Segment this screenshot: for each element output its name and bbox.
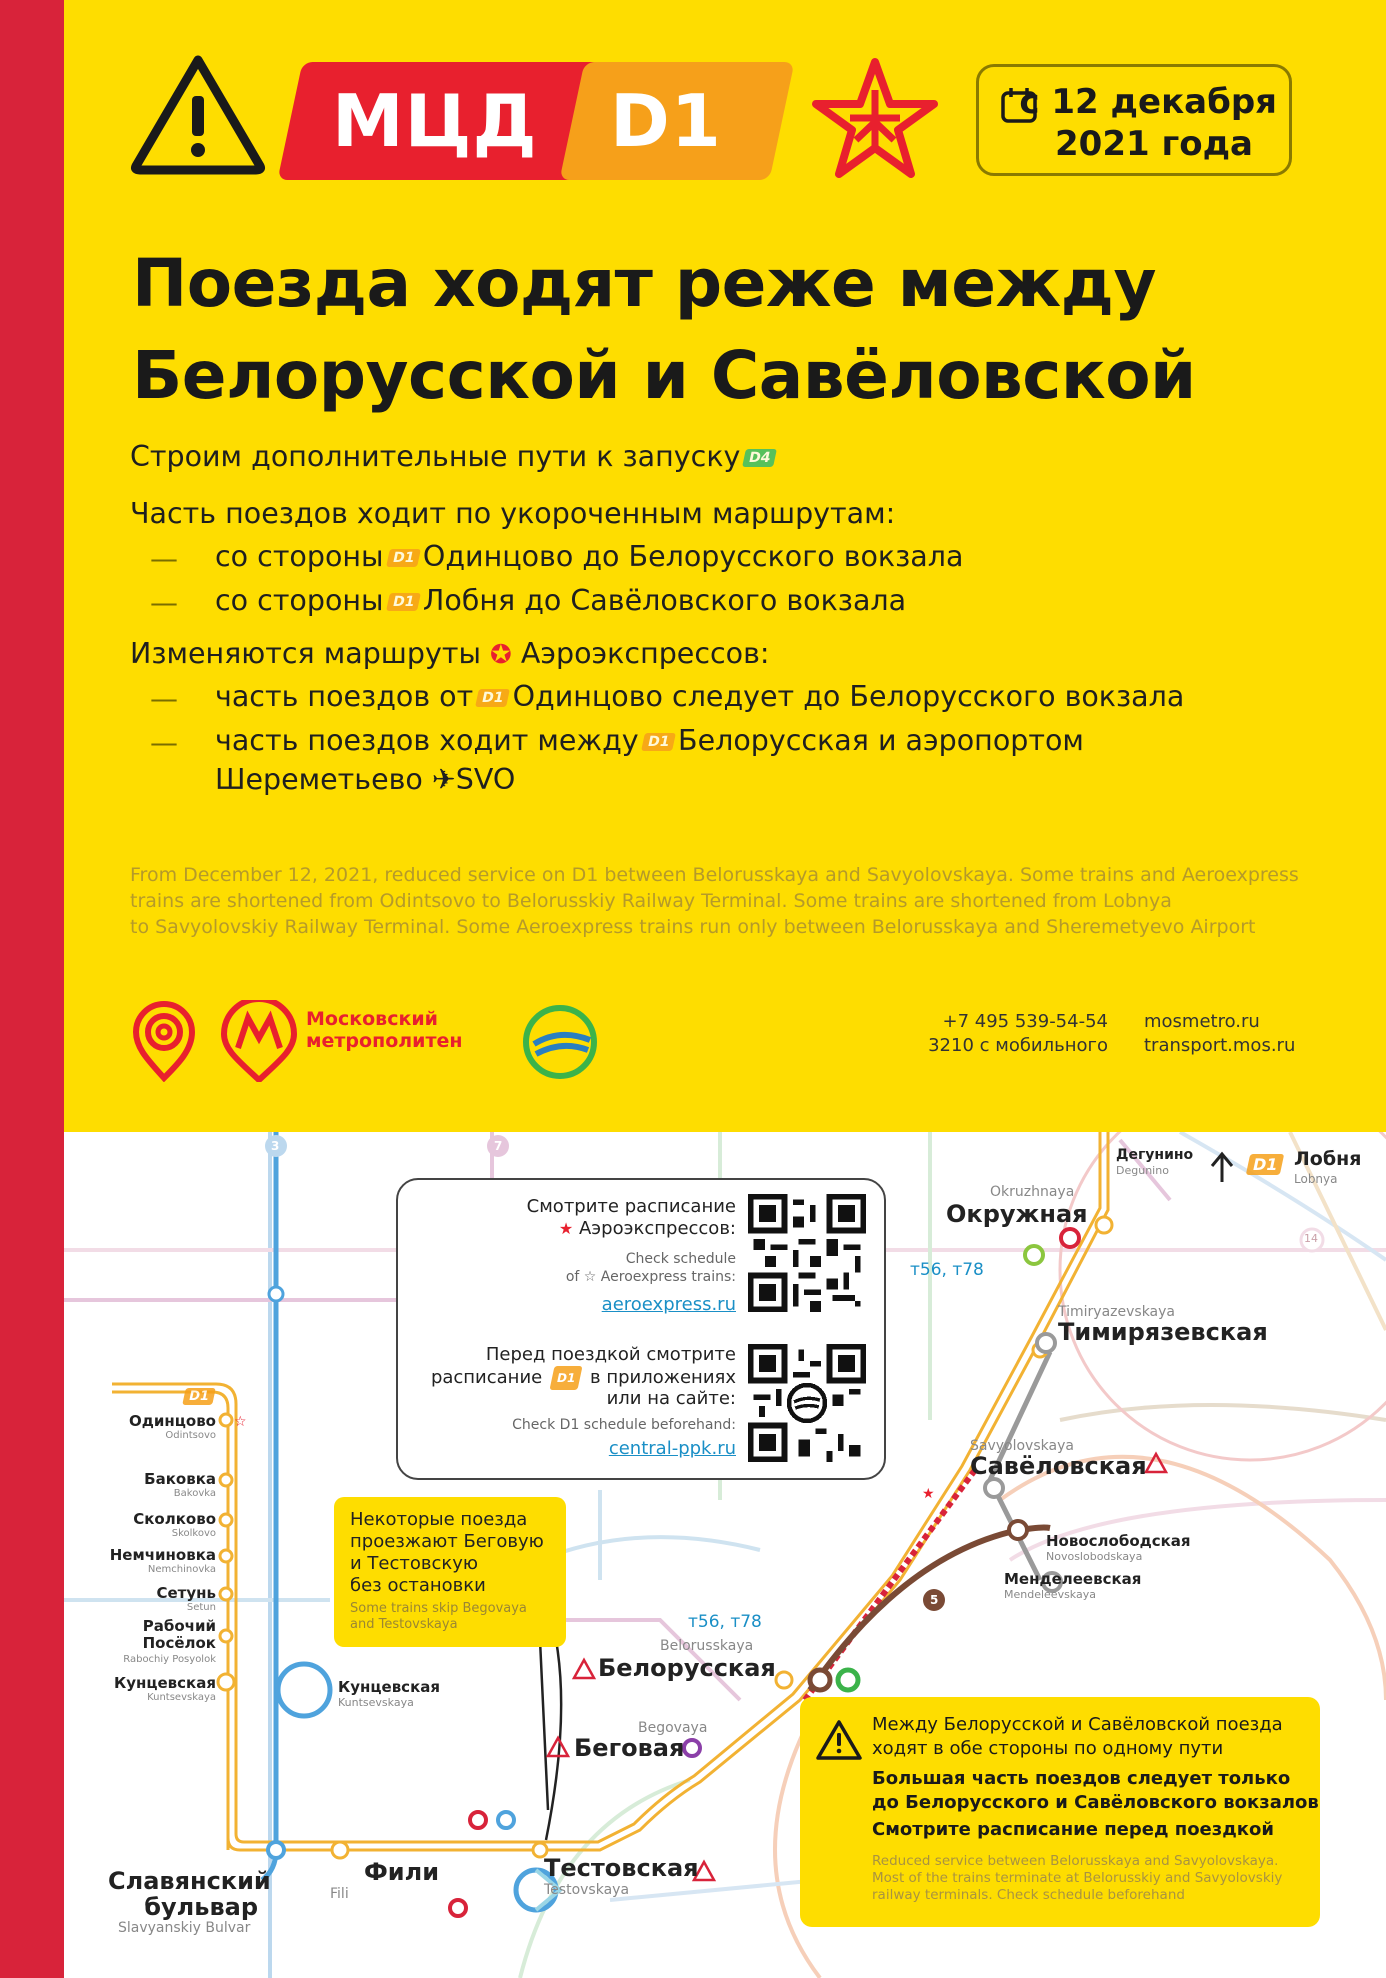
station-degunino: Дегунино (1116, 1147, 1194, 1163)
station-nemchinovka: Немчиновка (109, 1546, 216, 1564)
aeroexpress-qr-code[interactable] (748, 1194, 866, 1312)
line-14-badge: 14 (1304, 1232, 1318, 1245)
transport-link[interactable]: transport.mos.ru (1144, 1035, 1296, 1056)
mcd-d1-logo: МЦД D1 (290, 62, 800, 180)
bullet-lobnya: со стороны D1 Лобня до Савёловского вокзала (215, 584, 907, 617)
station-testovskaya: Тестовская (544, 1854, 699, 1882)
plane-icon: ✈ (431, 763, 456, 796)
aeroexpress-star-icon (810, 56, 940, 182)
bullet-odintsovo: со стороны D1 Одинцово до Белорусского вокзала (215, 540, 964, 573)
single-track-note: Между Белорусской и Савёловской поезда ходят в обе стороны по одному пути Большая часть поездов следует только до Белорусского и Савёловского вокзалов Смотрите расписание перед поездкой Reduced service between Belorusskaya and Savyolovskaya. Most of the trains terminate at Belorusskiy and Savyolovskiy railway terminals. Check schedule beforehand (800, 1697, 1320, 1927)
station-skolkovo: Сколково (133, 1510, 216, 1528)
aeroexpress-link[interactable]: aeroexpress.ru (601, 1294, 736, 1315)
line-7-badge: 7 (494, 1139, 503, 1153)
paragraph-construction: Строим дополнительные пути к запуску D4 (130, 440, 780, 473)
moscow-transport-logo (128, 1000, 200, 1082)
station-kuntsevskaya: Кунцевская (113, 1674, 216, 1692)
bus-routes-belorusskaya: т56, т78 (688, 1612, 762, 1632)
bullet-aero-odintsovo: часть поездов от D1 Одинцово следует до Белорусского вокзала (215, 680, 1185, 713)
station-mendeleevskaya: Менделеевская (1004, 1570, 1142, 1588)
left-red-stripe (0, 0, 64, 1978)
station-kuntsevskaya-metro: Кунцевская (338, 1678, 441, 1696)
svg-text:★: ★ (922, 1486, 935, 1502)
aeroexpress-logo (520, 1002, 600, 1082)
date-line2: 2021 года (1055, 124, 1253, 164)
metro-name: Московский метрополитен (306, 1008, 463, 1052)
svg-text:☆: ☆ (234, 1414, 247, 1430)
bullet-aero-sheremetyevo: часть поездов ходит между D1 Белорусская и аэропортом (215, 724, 1084, 757)
web-contacts (1144, 1010, 1295, 1058)
bus-routes-top: т56, т78 (910, 1260, 984, 1280)
station-slavyanskiy-bulvar: Славянский бульвар (108, 1867, 271, 1921)
station-belorusskaya: Белорусская (598, 1654, 776, 1682)
d1-direction-badge: D1 (1244, 1154, 1286, 1175)
mosmetro-link[interactable]: mosmetro.ru (1144, 1011, 1260, 1032)
station-begovaya: Беговая (574, 1734, 685, 1762)
date-line1: с 12 декабря (1019, 82, 1277, 122)
english-summary: From December 12, 2021, reduced service on D1 between Belorusskaya and Savyolovskaya. Some trains and Aeroexpress trains are shortened from Odintsovo to Belorusskiy Railway Terminal. Some trains are shortened from Lobnya to Savyolovskiy Railway Terminal. Some Aeroexpress trains run only between Belorusskaya and Sheremetyevo Airport (130, 864, 1299, 938)
station-lobnya: Лобня (1294, 1148, 1362, 1170)
skip-stations-note: Некоторые поезда проезжают Беговую и Тестовскую без остановки Some trains skip Begovaya and Testovskaya (334, 1497, 566, 1647)
aeroexpress-star-icon: ✪ (490, 640, 512, 670)
date-badge (976, 64, 1292, 176)
route-map: ★ ☆ 3 7 14 5 Дегунино Degunino D1 Лобня Lobnya Okruzhnaya Окружная т56, т78 Timiryazevskaya Тимирязевская Savyolovskaya Савёловская Новослободская Novoslobodskaya Менделеевская Mendeleevskaya т56, т78 Belorusskaya Белорусская Begovaya Беговая Тестовская Testovskaya Фили Fili Славянский бульвар Slavyanskiy Bulvar Кунцевская Kuntsevskaya D1 Одинцово Odintsovo Баковка Bakovka Сколково Skolkovo Немчиновка Nemchinovka Сетунь Setun Рабочий Посёлок Rabochiy Posyolok Кунцевская Kuntsevskaya (64, 1132, 1386, 1978)
station-odintsovo: Одинцово (129, 1412, 216, 1430)
phone-contacts: +7 495 539-54-54 3210 с мобильного (928, 1011, 1108, 1056)
station-okruzhnaya: Окружная (946, 1200, 1088, 1228)
station-fili: Фили (364, 1858, 440, 1886)
paragraph-aeroexpress: Изменяются маршруты ✪ Аэроэкспрессов: (130, 637, 770, 670)
station-novoslobodskaya: Новослободская (1046, 1532, 1191, 1550)
bullet-dash: — (150, 586, 178, 619)
station-setun: Сетунь (156, 1584, 216, 1602)
d1-schedule-qr-code[interactable] (748, 1344, 866, 1462)
station-rabochiy-posyolok: Рабочий Посёлок (142, 1617, 216, 1652)
d1-line-badge: D1 (180, 1386, 218, 1405)
page-title: Поезда ходят реже между Белорусской и Савёловской (132, 245, 1196, 414)
line-5-badge: 5 (930, 1593, 939, 1607)
bullet-dash: — (150, 682, 178, 715)
station-savyolovskaya: Савёловская (970, 1452, 1147, 1480)
bullet-aero-sheremetyevo-line2: Шереметьево ✈SVO (215, 763, 516, 796)
station-timiryazevskaya: Тимирязевская (1058, 1318, 1268, 1346)
paragraph-shortened: Часть поездов ходит по укороченным маршрутам: (130, 497, 896, 530)
d4-badge: D4 (742, 449, 777, 467)
bullet-dash: — (150, 542, 178, 575)
schedule-qr-box: Смотрите расписание ★ Аэроэкспрессов: Check schedule of ☆ Aeroexpress trains: aeroexpress.ru Перед поездкой смотрите расписание D1 в приложениях или на сайте: Check D1 schedule beforehand: central-ppk.ru (396, 1178, 886, 1480)
central-ppk-link[interactable]: central-ppk.ru (608, 1438, 736, 1459)
warning-icon (816, 1719, 862, 1761)
bullet-dash: — (150, 726, 178, 759)
warning-icon (128, 52, 268, 176)
line-3-badge: 3 (271, 1139, 280, 1153)
metro-m-logo (218, 1000, 300, 1082)
aeroexpress-star-icon: ★ (558, 1219, 574, 1238)
station-bakovka: Баковка (144, 1470, 216, 1488)
